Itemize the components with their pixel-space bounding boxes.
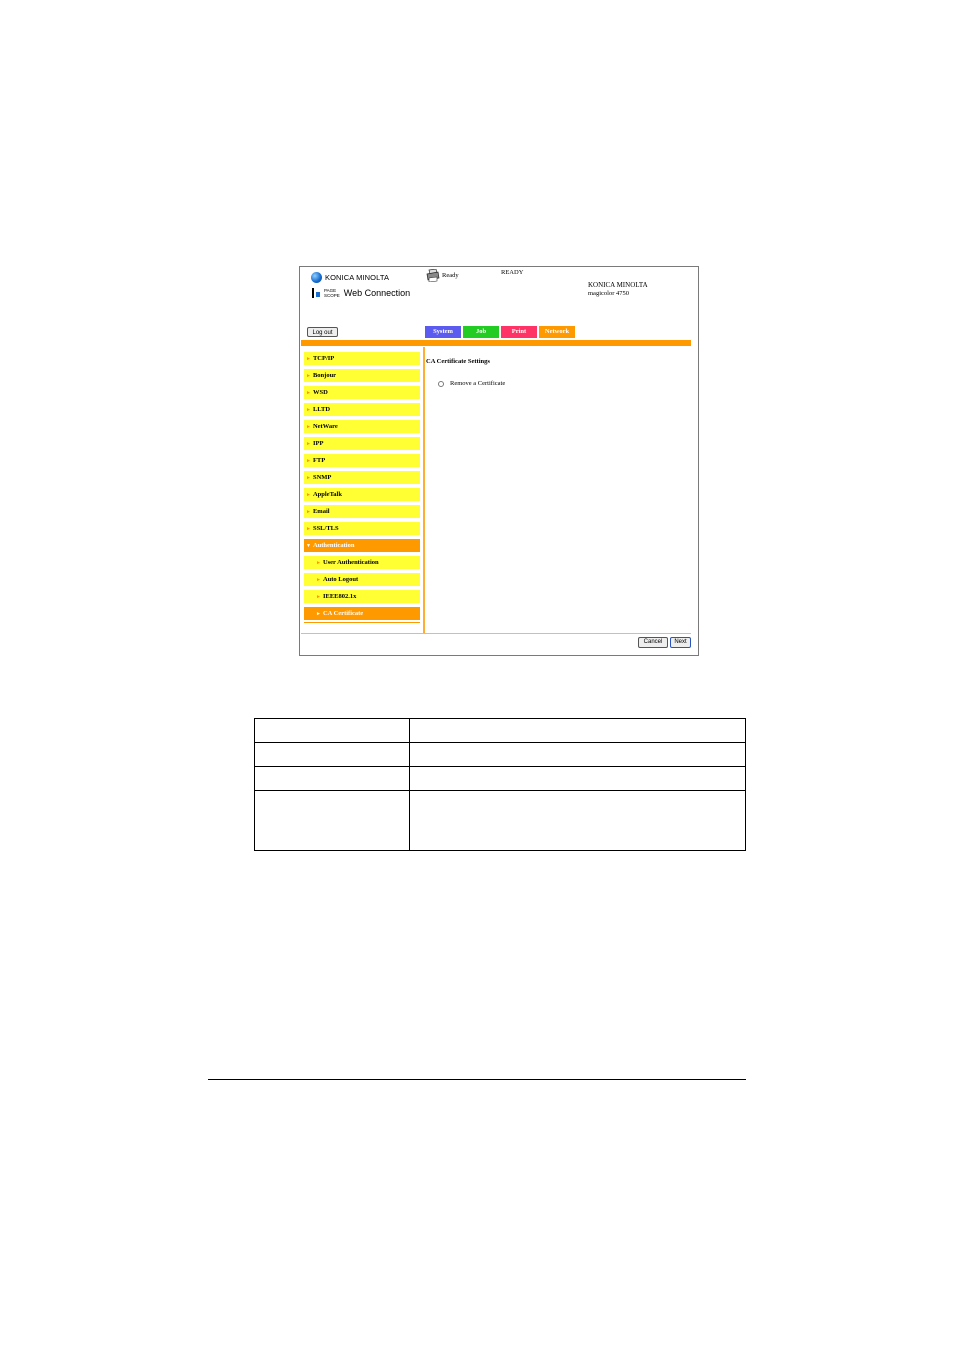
table-cell	[255, 719, 410, 743]
sidebar	[304, 352, 420, 623]
sidebar-item-lltd[interactable]	[304, 403, 420, 416]
arrow-right-icon: ►	[316, 578, 321, 583]
sidebar-item-label: Bonjour	[312, 372, 337, 379]
tab-bar	[425, 326, 575, 338]
sidebar-item-bonjour[interactable]	[304, 369, 420, 382]
arrow-right-icon: ►	[306, 493, 311, 498]
sidebar-item-tcpip[interactable]	[304, 352, 420, 365]
remove-certificate-option[interactable]	[438, 380, 505, 387]
header-divider	[301, 340, 691, 346]
sidebar-item-email[interactable]	[304, 505, 420, 518]
konica-minolta-logo	[311, 271, 389, 283]
pagescope-icon	[312, 288, 322, 298]
sidebar-separator	[423, 347, 425, 633]
tab-job[interactable]: Job	[463, 326, 499, 338]
sidebar-item-ftp[interactable]	[304, 454, 420, 467]
pagescope-wordmark	[324, 288, 340, 298]
sidebar-item-label: WSD	[312, 389, 328, 396]
sidebar-item-label: LLTD	[312, 406, 331, 413]
tab-network[interactable]: Network	[539, 326, 575, 338]
page-footer-rule	[208, 1079, 746, 1080]
sidebar-item-netware[interactable]	[304, 420, 420, 433]
remove-certificate-label: Remove a Certificate	[450, 380, 506, 387]
sidebar-item-label: Auto Logout	[322, 576, 359, 583]
sidebar-item-ipp[interactable]	[304, 437, 420, 450]
table-cell	[410, 767, 746, 791]
tab-print[interactable]: Print	[501, 326, 537, 338]
logout-button[interactable]: Log out	[307, 327, 338, 337]
table-cell	[255, 767, 410, 791]
remove-certificate-radio[interactable]	[438, 381, 444, 387]
arrow-right-icon: ►	[316, 612, 321, 617]
pagescope-line1: PAGE	[324, 288, 337, 293]
tab-system[interactable]: System	[425, 326, 461, 338]
sidebar-item-label: TCP/IP	[312, 355, 335, 362]
arrow-right-icon: ►	[306, 408, 311, 413]
sidebar-item-label: CA Certificate	[322, 610, 364, 617]
sidebar-item-auto-logout[interactable]	[304, 573, 420, 586]
sidebar-item-label: User Authentication	[322, 559, 379, 566]
sidebar-item-label: Authentication	[312, 542, 355, 549]
arrow-right-icon: ►	[316, 561, 321, 566]
arrow-right-icon: ►	[306, 442, 311, 447]
table-row	[255, 767, 746, 791]
sidebar-item-label: Email	[312, 508, 330, 515]
footer-divider	[301, 633, 691, 634]
sidebar-item-label: SSL/TLS	[312, 525, 339, 532]
pagescope-logo	[312, 288, 410, 298]
sidebar-item-authentication[interactable]	[304, 539, 420, 552]
device-name: KONICA MINOLTA	[588, 281, 648, 289]
arrow-right-icon: ►	[306, 476, 311, 481]
sidebar-item-label: FTP	[312, 457, 326, 464]
table-cell	[255, 791, 410, 851]
arrow-right-icon: ►	[306, 391, 311, 396]
table-cell	[410, 791, 746, 851]
sidebar-item-user-authentication[interactable]	[304, 556, 420, 569]
arrow-right-icon: ►	[306, 459, 311, 464]
sidebar-item-snmp[interactable]	[304, 471, 420, 484]
printer-icon	[426, 269, 440, 282]
status-text: READY	[501, 269, 524, 276]
sidebar-item-label: SNMP	[312, 474, 332, 481]
sidebar-item-wsd[interactable]	[304, 386, 420, 399]
arrow-right-icon: ►	[306, 425, 311, 430]
globe-icon	[311, 272, 322, 283]
sidebar-item-ca-certificate[interactable]	[304, 607, 420, 620]
arrow-right-icon: ►	[306, 527, 311, 532]
next-button[interactable]: Next	[670, 637, 691, 648]
device-model: magicolor 4750	[588, 290, 629, 297]
table-row	[255, 719, 746, 743]
page-title: CA Certificate Settings	[426, 358, 490, 365]
arrow-right-icon: ►	[316, 595, 321, 600]
brand-name: KONICA MINOLTA	[325, 272, 390, 282]
sidebar-item-ssl-tls[interactable]	[304, 522, 420, 535]
table-cell	[410, 743, 746, 767]
arrow-down-icon: ▼	[306, 544, 311, 549]
settings-table	[254, 718, 746, 851]
sidebar-item-ieee8021x[interactable]	[304, 590, 420, 603]
table-cell	[255, 743, 410, 767]
sidebar-item-label: NetWare	[312, 423, 338, 430]
pagescope-line2: SCOPE	[324, 293, 340, 298]
table-row	[255, 791, 746, 851]
arrow-right-icon: ►	[306, 357, 311, 362]
product-name: Web Connection	[343, 288, 411, 298]
arrow-right-icon: ►	[306, 374, 311, 379]
table-cell	[410, 719, 746, 743]
cancel-button[interactable]: Cancel	[638, 637, 668, 648]
sidebar-item-label: IEEE802.1x	[322, 593, 357, 600]
table-row	[255, 743, 746, 767]
sidebar-item-label: IPP	[312, 440, 324, 447]
status-label: Ready	[442, 272, 459, 279]
sidebar-item-appletalk[interactable]	[304, 488, 420, 501]
sidebar-item-label: AppleTalk	[312, 491, 342, 498]
arrow-right-icon: ►	[306, 510, 311, 515]
web-connection-screenshot	[299, 266, 699, 656]
sidebar-divider	[304, 622, 420, 623]
